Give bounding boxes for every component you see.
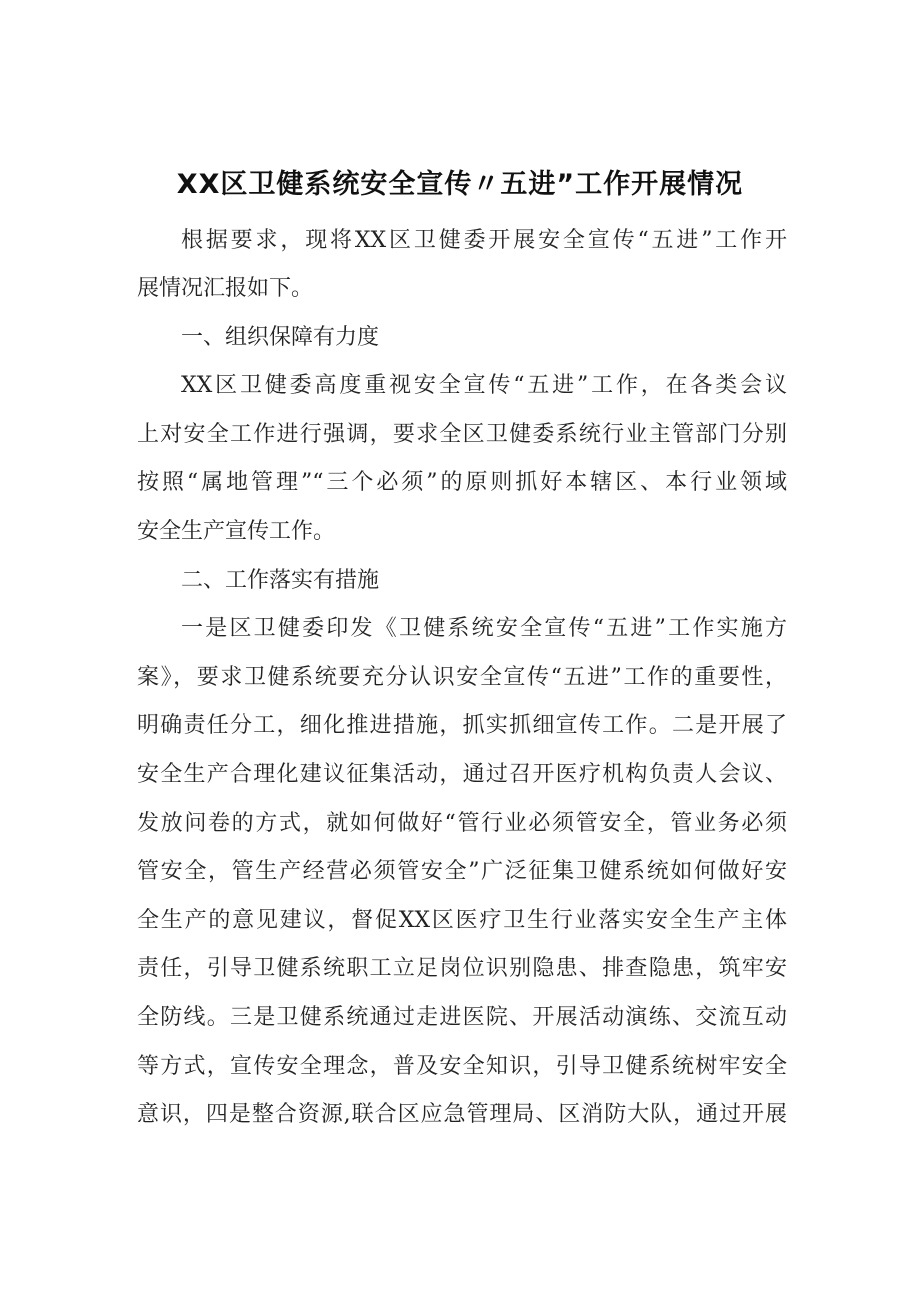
paragraph-line: 全防线。三是卫健系统通过走进医院、开展活动演练、交流互动 [137, 1005, 787, 1030]
section-heading: 一、组织保障有力度 [181, 325, 380, 350]
paragraph-line: 明确责任分工，细化推进措施，抓实抓细宣传工作。二是开展了 [137, 713, 787, 738]
paragraph-line: 上对安全工作进行强调，要求全区卫健委系统行业主管部门分别 [137, 422, 787, 447]
paragraph-line: 全生产的意见建议，督促XX区医疗卫生行业落实安全生产主体 [137, 908, 787, 933]
paragraph-line: 管安全，管生产经营必须管安全”广泛征集卫健系统如何做好安 [137, 859, 787, 884]
paragraph-line: 责任，引导卫健系统职工立足岗位识别隐患、排查隐患，筑牢安 [137, 956, 787, 981]
paragraph-line: XX区卫健委高度重视安全宣传“五进”工作，在各类会议 [181, 373, 787, 398]
document-title: XX区卫健系统安全宣传〃五进”工作开展情况 [176, 169, 744, 200]
paragraph-line: 发放问卷的方式，就如何做好“管行业必须管安全，管业务必须 [137, 811, 787, 836]
paragraph-line: 等方式，宣传安全理念，普及安全知识，引导卫健系统树牢安全 [137, 1054, 787, 1079]
paragraph-line: 安全生产合理化建议征集活动，通过召开医疗机构负责人会议、 [137, 762, 787, 787]
paragraph-line: 展情况汇报如下。 [137, 276, 314, 301]
paragraph-line: 意识，四是整合资源,联合区应急管理局、区消防大队，通过开展 [137, 1102, 787, 1127]
paragraph-line: 一是区卫健委印发《卫健系统安全宣传“五进”工作实施方 [181, 616, 787, 641]
paragraph-line: 按照“属地管理”“三个必须”的原则抓好本辖区、本行业领域 [137, 470, 787, 495]
section-heading: 二、工作落实有措施 [181, 568, 380, 593]
paragraph-line: 案》，要求卫健系统要充分认识安全宣传“五进”工作的重要性， [137, 665, 787, 690]
paragraph-line: 根据要求，现将XX区卫健委开展安全宣传“五进”工作开 [181, 228, 787, 253]
paragraph-line: 安全生产宣传工作。 [137, 519, 336, 544]
